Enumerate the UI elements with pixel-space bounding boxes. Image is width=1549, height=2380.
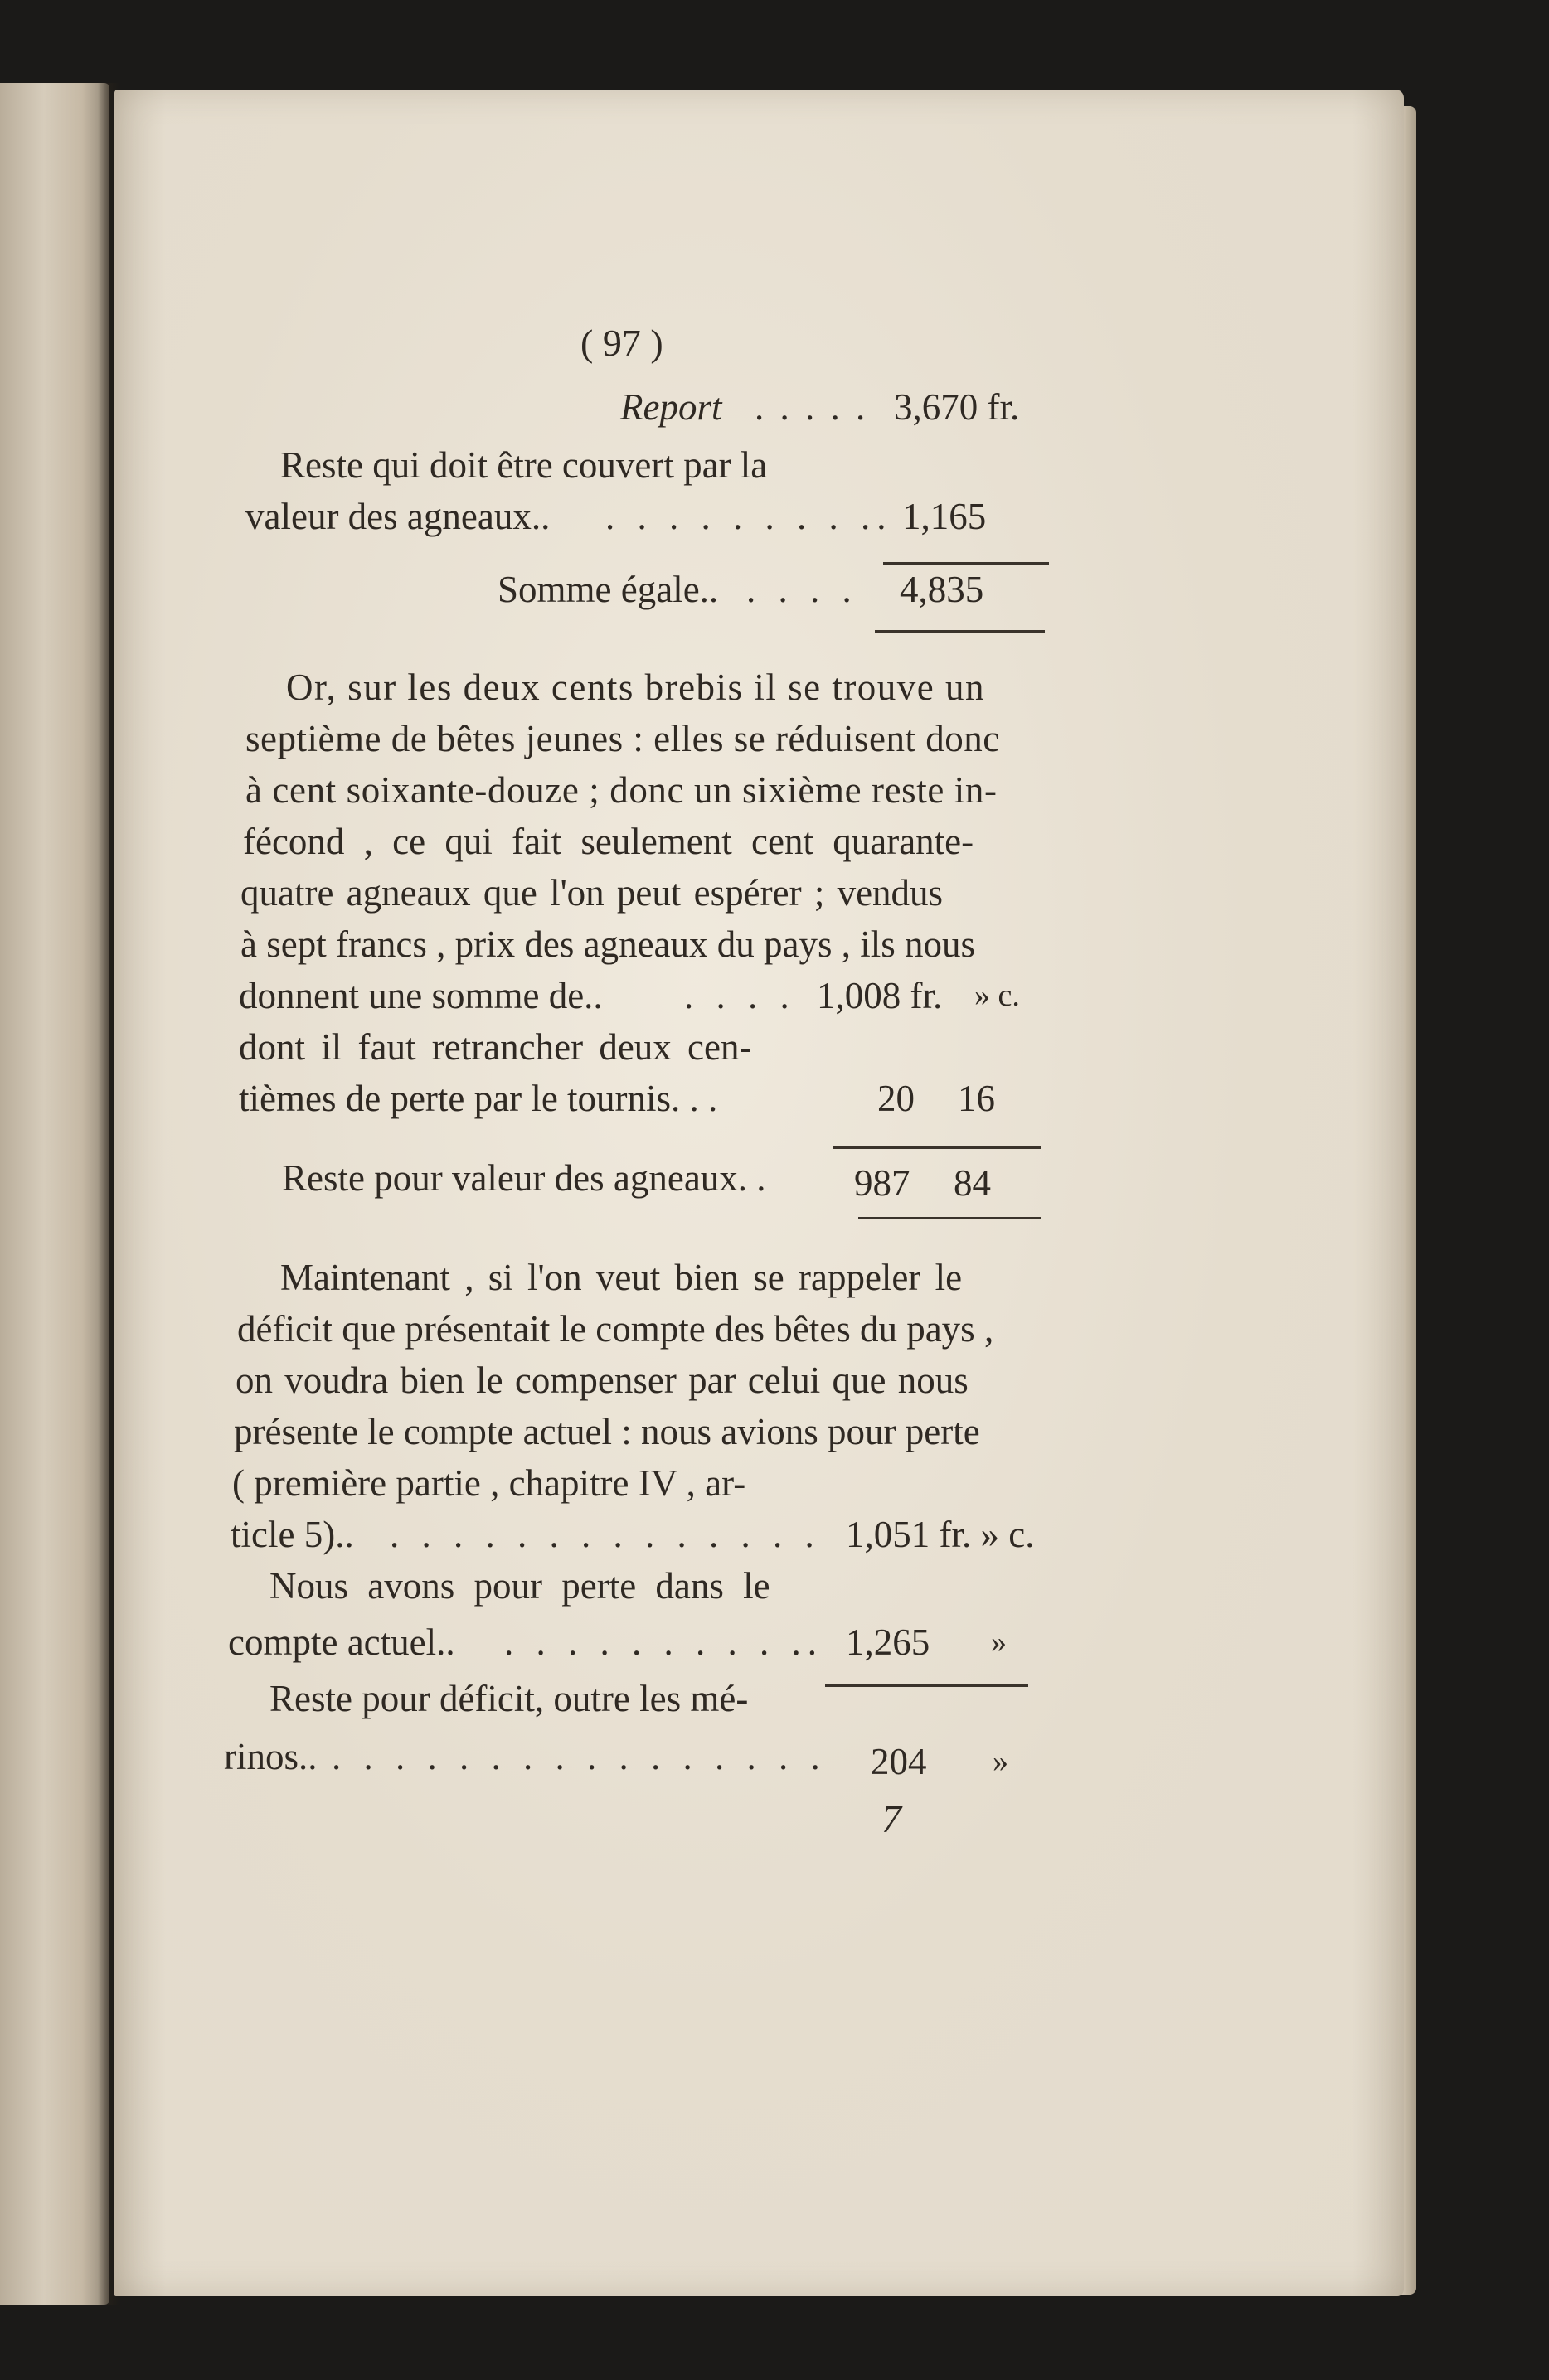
block1-sum-amount: 4,835 (900, 569, 984, 610)
calc2-line5-dots: . . . . . . . . . . . . . . . . (332, 1736, 827, 1777)
report-dots: . . . . . (755, 386, 869, 428)
calc1-line1-label: donnent une somme de.. (239, 975, 603, 1016)
calc2-line3-label: compte actuel.. (228, 1621, 455, 1663)
paragraph1-line4: fécond , ce qui fait seulement cent quarante- (243, 821, 974, 862)
calc2-line1-label: ticle 5).. (231, 1514, 354, 1555)
block1-line2-dots: . . . . . . . . .. (605, 496, 893, 537)
paragraph2-line4: présente le compte actuel : nous avions pour perte (234, 1411, 980, 1452)
paragraph1-line1: Or, sur les deux cents brebis il se trouve un (286, 666, 986, 708)
paragraph2-line3: on voudra bien le compenser par celui que nous (236, 1360, 969, 1401)
calc1-line3-francs: 20 (877, 1078, 915, 1119)
calc1-line2: dont il faut retrancher deux cen- (239, 1026, 752, 1068)
paragraph1-line3: à cent soixante-douze ; donc un sixième reste in- (245, 769, 998, 811)
block1-sum-rule-bottom (875, 630, 1045, 633)
calc2-line1-dots: . . . . . . . . . . . . . . (390, 1514, 821, 1555)
paragraph1-line2: septième de bêtes jeunes : elles se réduisent donc (245, 718, 1000, 759)
calc2-line3-cents: » (991, 1625, 1007, 1660)
block1-sum-label: Somme égale.. (498, 569, 719, 610)
calc2-total-rule (825, 1684, 1028, 1687)
paragraph2-line1: Maintenant , si l'on veut bien se rappeler le (280, 1257, 963, 1298)
signature-mark: 7 (881, 1797, 901, 1841)
calc2-line5-amount: 204 (871, 1741, 927, 1782)
calc1-total-rule-bottom (858, 1217, 1041, 1219)
calc1-line1-francs: 1,008 fr. (817, 975, 943, 1016)
calc1-line1-dots: . . . . (684, 975, 796, 1016)
calc1-line4-label: Reste pour valeur des agneaux. . (282, 1157, 766, 1199)
calc2-line1-amount: 1,051 fr. » c. (846, 1514, 1035, 1555)
left-page-edge (0, 83, 109, 2305)
block1-sum-dots: . . . . (746, 569, 858, 610)
calc2-line4: Reste pour déficit, outre les mé- (269, 1678, 749, 1719)
report-amount: 3,670 fr. (894, 386, 1020, 428)
calc1-line3-label: tièmes de perte par le tournis. . . (239, 1078, 718, 1119)
report-label-text: Report (620, 386, 722, 428)
block1-line2-label: valeur des agneaux.. (245, 496, 551, 537)
report-label (620, 381, 721, 433)
calc1-line4-francs: 987 (854, 1162, 910, 1204)
paragraph1-line6: à sept francs , prix des agneaux du pays , ils nous (240, 923, 976, 965)
block1-line1: Reste qui doit être couvert par la (280, 444, 768, 486)
calc1-total-rule-top (833, 1146, 1041, 1149)
calc1-line1-cents: » c. (974, 978, 1020, 1013)
calc1-line3-cents: 16 (958, 1078, 995, 1119)
calc2-line3-amount: 1,265 (846, 1621, 930, 1663)
block1-line2-amount: 1,165 (902, 496, 987, 537)
calc2-line5-label: rinos.. (224, 1736, 318, 1777)
paragraph2-line2: déficit que présentait le compte des bêtes du pays , (237, 1308, 994, 1350)
calc2-line2: Nous avons pour perte dans le (269, 1565, 770, 1607)
page-number: ( 97 ) (580, 322, 663, 364)
calc2-line3-dots: . . . . . . . . . .. (504, 1621, 823, 1663)
calc1-line4-cents: 84 (954, 1162, 991, 1204)
paragraph1-line5: quatre agneaux que l'on peut espérer ; vendus (240, 872, 944, 914)
paragraph2-line5: ( première partie , chapitre IV , ar- (232, 1462, 746, 1504)
calc2-line5-cents: » (993, 1744, 1008, 1779)
